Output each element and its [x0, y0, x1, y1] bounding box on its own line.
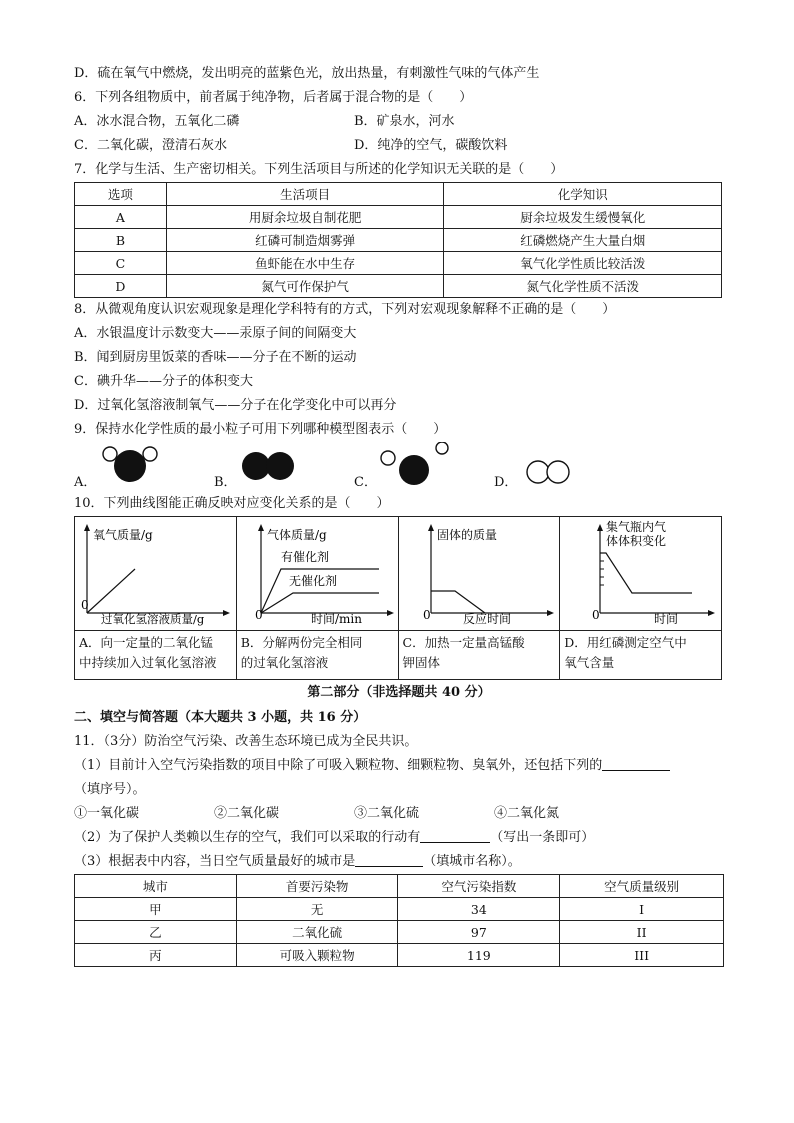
q6-option-a: A．冰水混合物，五氧化二磷 [74, 114, 240, 129]
q11-part1-line1 [74, 754, 724, 778]
q7-header-option: 选项 [75, 183, 167, 206]
q9-model-b [214, 442, 354, 492]
table-cell: 34 [398, 898, 560, 921]
q6-option-d: D．纯净的空气，碳酸饮料 [354, 138, 508, 153]
table-cell: 丙 [75, 944, 237, 967]
graph-d-origin: 0 [592, 608, 600, 622]
table-cell: 可吸入颗粒物 [236, 944, 398, 967]
table-row [75, 898, 724, 921]
table-cell: 红磷燃烧产生大量白烟 [444, 229, 722, 252]
graph-a-chart [75, 517, 235, 627]
q6-options-row1 [74, 110, 724, 134]
q9-models [74, 442, 724, 492]
q10-captions-row [75, 631, 722, 680]
graph-b-curve-catalyst: 有催化剂 [280, 550, 329, 564]
q9-label-a: A． [74, 475, 97, 490]
graph-b-chart [237, 517, 397, 627]
table-row [75, 944, 724, 967]
graph-d-chart [560, 517, 720, 627]
q11-choice-1: ①一氧化碳 [74, 806, 140, 821]
table-row [75, 252, 722, 275]
q11-header-pollutant: 首要污染物 [236, 875, 398, 898]
table-cell: 红磷可制造烟雾弹 [166, 229, 444, 252]
q11-choice-2: ②二氧化碳 [214, 806, 280, 821]
molecule-a-icon [94, 442, 164, 488]
q11-part2-suffix: （写出一条即可） [490, 830, 595, 845]
q10-caption-b [236, 631, 398, 680]
q6-option-c: C．二氧化碳，澄清石灰水 [74, 138, 227, 153]
q11-header-index: 空气污染指数 [398, 875, 560, 898]
q7-header-knowledge: 化学知识 [444, 183, 722, 206]
q11-part3-suffix: （填城市名称）。 [423, 854, 521, 869]
table-row [75, 921, 724, 944]
table-cell: 氧气化学性质比较活泼 [444, 252, 722, 275]
q10-graph-c [398, 517, 560, 631]
q9-model-d [494, 442, 634, 492]
table-cell: 用厨余垃圾自制花肥 [166, 206, 444, 229]
q5-option-d: D．硫在氧气中燃烧，发出明亮的蓝紫色光，放出热量，有刺激性气味的气体产生 [74, 66, 540, 81]
molecule-d-icon [514, 442, 584, 488]
table-row [75, 206, 722, 229]
q10-caption-c [398, 631, 560, 680]
q11-choice-4: ④二氧化氮 [494, 806, 560, 821]
table-cell: I [560, 898, 724, 921]
q10-graphs-row [75, 517, 722, 631]
graph-a-xlabel: 过氧化氢溶液质量/g [101, 612, 205, 626]
caption-line: 钾固体 [402, 655, 441, 670]
q10-graph-a [75, 517, 237, 631]
q11-part3-answer-blank[interactable] [355, 852, 423, 867]
caption-line: 的过氧化氢溶液 [240, 655, 329, 670]
q9-stem: 9．保持水化学性质的最小粒子可用下列哪种模型图表示（ ） [74, 422, 447, 437]
q7-table [74, 182, 722, 298]
q10-graph-d [560, 517, 722, 631]
q8-option-a: A．水银温度计示数变大——汞原子间的间隔变大 [74, 326, 357, 341]
graph-c-xlabel: 反应时间 [462, 612, 511, 626]
q10-stem: 10．下列曲线图能正确反映对应变化关系的是（ ） [74, 496, 390, 511]
caption-line: 中持续加入过氧化氢溶液 [79, 655, 217, 670]
caption-line: C．加热一定量高锰酸 [402, 635, 525, 650]
q11-choices [74, 802, 724, 826]
exam-page [74, 62, 724, 967]
caption-line: A．向一定量的二氧化锰 [79, 635, 214, 650]
graph-d-ylabel-2: 体体积变化 [606, 534, 667, 548]
table-row [75, 275, 722, 298]
graph-b-xlabel: 时间/min [310, 612, 362, 626]
caption-line: B．分解两份完全相同 [240, 635, 363, 650]
section2-heading: 二、填空与简答题（本大题共 3 小题，共 16 分） [74, 710, 367, 725]
table-cell: A [75, 206, 167, 229]
table-cell: B [75, 229, 167, 252]
caption-line: 氧气含量 [564, 655, 615, 670]
q9-label-c: C． [354, 475, 377, 490]
graph-c-origin: 0 [422, 608, 431, 622]
q9-label-b: B． [214, 475, 237, 490]
graph-a-ylabel: 氧气质量/g [93, 528, 153, 542]
table-cell: 甲 [75, 898, 237, 921]
q10-caption-d [560, 631, 722, 680]
table-cell: 乙 [75, 921, 237, 944]
table-cell: 无 [236, 898, 398, 921]
q9-model-c [354, 442, 494, 492]
graph-b-curve-no-catalyst: 无催化剂 [288, 574, 337, 588]
q11-part3 [74, 850, 724, 874]
q6-option-b: B．矿泉水，河水 [354, 114, 455, 129]
table-cell: D [75, 275, 167, 298]
graph-b-origin: 0 [254, 608, 263, 622]
table-cell: 二氧化硫 [236, 921, 398, 944]
q9-label-d: D． [494, 475, 518, 490]
graph-a-origin: 0 [81, 598, 89, 612]
q11-table [74, 874, 724, 967]
q7-header-life: 生活项目 [166, 183, 444, 206]
q11-table-header [75, 875, 724, 898]
q11-header-city: 城市 [75, 875, 237, 898]
table-cell: 氮气可作保护气 [166, 275, 444, 298]
graph-c-chart [399, 517, 559, 627]
q6-options-row2 [74, 134, 724, 158]
q11-part2 [74, 826, 724, 850]
molecule-b-icon [234, 442, 304, 488]
table-cell: 119 [398, 944, 560, 967]
q10-table [74, 516, 722, 680]
table-cell: 97 [398, 921, 560, 944]
q11-part1-text: （1）目前计入空气污染指数的项目中除了可吸入颗粒物、细颗粒物、臭氧外，还包括下列的 [74, 758, 603, 773]
table-cell: 鱼虾能在水中生存 [166, 252, 444, 275]
table-cell: III [560, 944, 724, 967]
graph-c-ylabel: 固体的质量 [436, 528, 497, 542]
q8-stem: 8．从微观角度认识宏观现象是理化学科特有的方式，下列对宏观现象解释不正确的是（ ） [74, 302, 616, 317]
molecule-c-icon [374, 442, 464, 488]
q7-table-header [75, 183, 722, 206]
q10-caption-a [75, 631, 237, 680]
table-cell: 厨余垃圾发生缓慢氧化 [444, 206, 722, 229]
graph-d-xlabel: 时间 [654, 612, 679, 626]
q7-stem: 7．化学与生活、生产密切相关。下列生活项目与所述的化学知识无关联的是（ ） [74, 162, 564, 177]
q11-part2-text: （2）为了保护人类赖以生存的空气，我们可以采取的行动有 [74, 830, 421, 845]
table-row [75, 229, 722, 252]
q11-choice-3: ③二氧化硫 [354, 806, 420, 821]
caption-line: D．用红磷测定空气中 [564, 635, 687, 650]
q11-part3-text: （3）根据表中内容，当日空气质量最好的城市是 [74, 854, 356, 869]
q8-option-b: B．闻到厨房里饭菜的香味——分子在不断的运动 [74, 350, 357, 365]
table-cell: C [75, 252, 167, 275]
q6-stem: 6．下列各组物质中，前者属于纯净物，后者属于混合物的是（ ） [74, 90, 473, 105]
table-cell: II [560, 921, 724, 944]
table-cell: 氮气化学性质不活泼 [444, 275, 722, 298]
q11-part1-answer-blank[interactable] [602, 756, 670, 771]
graph-b-ylabel: 气体质量/g [266, 528, 327, 542]
part2-heading: 第二部分（非选择题共 40 分） [307, 685, 491, 700]
q8-option-c: C．碘升华——分子的体积变大 [74, 374, 253, 389]
graph-d-ylabel-1: 集气瓶内气 [606, 520, 667, 534]
q8-option-d: D．过氧化氢溶液制氧气——分子在化学变化中可以再分 [74, 398, 397, 413]
q11-stem: 11．（3分）防治空气污染、改善生态环境已成为全民共识。 [74, 734, 418, 749]
q10-graph-b [236, 517, 398, 631]
q11-part1-suffix: （填序号）。 [74, 782, 146, 797]
q11-header-level: 空气质量级别 [560, 875, 724, 898]
q9-model-a [74, 442, 214, 492]
q11-part2-answer-blank[interactable] [420, 828, 490, 843]
